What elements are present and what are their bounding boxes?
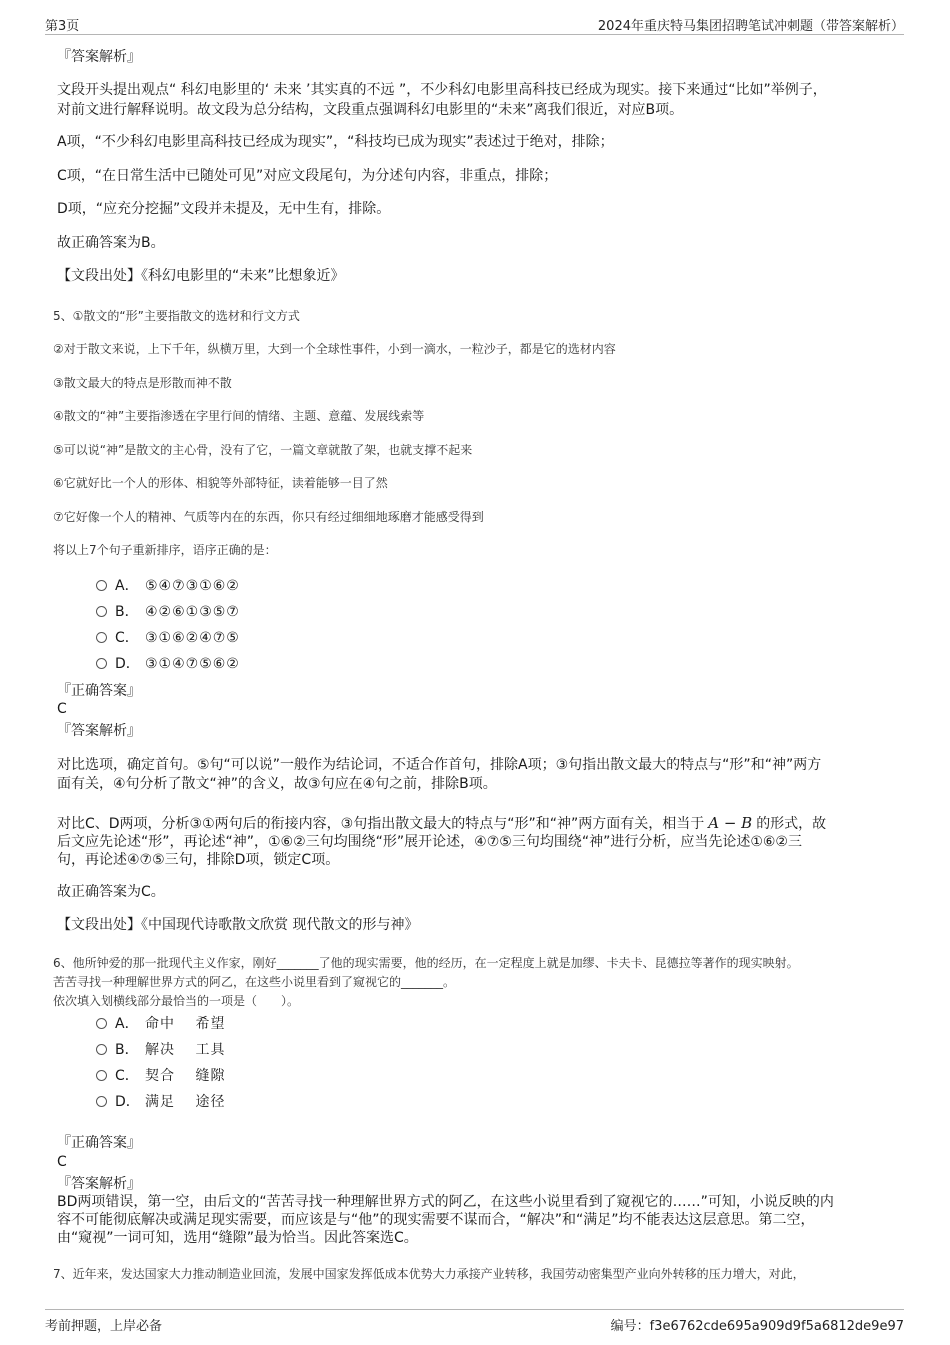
question-text: 6、他所钟爱的那一批现代主义作家，刚好_______了他的现实需要，他的经历，在一定程度上就是加缪、卡夫卡、昆德拉等著作的现实映射。	[53, 956, 799, 970]
question-sentence: ②对于散文来说，上下千年，纵横万里，大到一个全球性事件，小到一滴水，一粒沙子，都是它的选材内容	[53, 342, 616, 356]
document-id: 编号：f3e6762cde695a909d9f5a6812de9e97	[610, 1319, 904, 1334]
source-text: 【文段出处】《科幻电影里的“未来”比想象近》	[57, 268, 345, 284]
footer-slogan: 考前押题，上岸必备	[45, 1319, 163, 1334]
question-prompt: 依次填入划横线部分最恰当的一项是（ ）。	[53, 994, 300, 1008]
conclusion-text: 故正确答案为C。	[57, 884, 165, 900]
radio-icon[interactable]	[96, 1096, 107, 1107]
radio-icon[interactable]	[96, 658, 107, 669]
analysis-text: BD两项错误，第一空，由后文的“苦苦寻找一种理解世界方式的阿乙，在这些小说里看到了窥视它的……”可知，小说反映的内	[57, 1194, 834, 1210]
option-c[interactable]: C． ③①⑥②④⑦⑤	[96, 628, 240, 648]
source-text: 【文段出处】《中国现代诗歌散文欣赏 现代散文的形与神》	[57, 917, 419, 933]
question-sentence: ⑥它就好比一个人的形体、相貌等外部特征，读着能够一目了然	[53, 476, 388, 490]
page-number: 第3页	[45, 19, 80, 34]
option-c[interactable]: C． 契合 缝隙	[96, 1066, 225, 1086]
analysis-text: 对比C、D两项，分析③①两句后的衔接内容，③句指出散文最大的特点与“形”和“神”两方面有关，相当于 A − B 的形式，故	[57, 814, 827, 832]
radio-icon[interactable]	[96, 580, 107, 591]
analysis-text: A项，“不少科幻电影里高科技已经成为现实”，“科技均已成为现实”表述过于绝对，排除；	[57, 134, 614, 150]
question-text: 7、近年来，发达国家大力推动制造业回流，发展中国家发挥低成本优势大力承接产业转移，我国劳动密集型产业向外转移的压力增大，对此，	[53, 1267, 805, 1281]
analysis-text: 面有关，④句分析了散文“神”的含义，故③句应在④句之前，排除B项。	[57, 776, 497, 792]
question-prompt: 将以上7个句子重新排序，语序正确的是：	[53, 543, 277, 557]
analysis-label: 『答案解析』	[57, 1176, 141, 1192]
question-text: 苦苦寻找一种理解世界方式的阿乙，在这些小说里看到了窥视它的_______。	[53, 975, 456, 989]
analysis-text: 后文应先论述“形”，再论述“神”，①⑥②三句均围绕“形”展开论述，④⑦⑤三句均围绕“神”进行分析，应当先论述①⑥②三	[57, 834, 802, 850]
radio-icon[interactable]	[96, 606, 107, 617]
analysis-label: 『答案解析』	[57, 723, 141, 739]
question-sentence: ③散文最大的特点是形散而神不散	[53, 376, 232, 390]
conclusion-text: 故正确答案为B。	[57, 235, 165, 251]
correct-answer: C	[57, 1154, 67, 1170]
question-sentence: ⑤可以说“神”是散文的主心骨，没有了它，一篇文章就散了架，也就支撑不起来	[53, 443, 473, 457]
correct-answer: C	[57, 701, 67, 717]
analysis-text: D项，“应充分挖掘”文段并未提及，无中生有，排除。	[57, 201, 391, 217]
option-d[interactable]: D． 满足 途径	[96, 1092, 225, 1112]
correct-answer-label: 『正确答案』	[57, 1135, 141, 1151]
question-sentence: ④散文的“神”主要指渗透在字里行间的情绪、主题、意蕴、发展线索等	[53, 409, 425, 423]
radio-icon[interactable]	[96, 1018, 107, 1029]
radio-icon[interactable]	[96, 1044, 107, 1055]
question-sentence: 5、①散文的“形”主要指散文的选材和行文方式	[53, 309, 300, 323]
option-d[interactable]: D． ③①④⑦⑤⑥②	[96, 654, 240, 674]
radio-icon[interactable]	[96, 1070, 107, 1081]
radio-icon[interactable]	[96, 632, 107, 643]
document-title: 2024年重庆特马集团招聘笔试冲刺题（带答案解析）	[597, 19, 904, 34]
analysis-text: 对前文进行解释说明。故文段为总分结构，文段重点强调科幻电影里的“未来”离我们很近，对应B项。	[57, 102, 684, 118]
math-formula: A − B	[708, 814, 753, 832]
option-b[interactable]: B． 解决 工具	[96, 1040, 225, 1060]
correct-answer-label: 『正确答案』	[57, 683, 141, 699]
analysis-text: 对比选项，确定首句。⑤句“可以说”一般作为结论词，不适合作首句，排除A项；③句指出散文最大的特点与“形”和“神”两方	[57, 757, 822, 773]
analysis-text: C项，“在日常生活中已随处可见”对应文段尾句，为分述句内容，非重点，排除；	[57, 168, 558, 184]
option-a[interactable]: A． ⑤④⑦③①⑥②	[96, 576, 240, 596]
analysis-label: 『答案解析』	[57, 49, 141, 65]
page-footer	[45, 1309, 904, 1334]
analysis-text: 容不可能彻底解决或满足现实需要，而应该是与“他”的现实需要不谋而合，“解决”和“满足”均不能表达这层意思。第二空，	[57, 1212, 815, 1228]
analysis-text: 由“窥视”一词可知，选用“缝隙”最为恰当。因此答案选C。	[57, 1230, 418, 1246]
question-sentence: ⑦它好像一个人的精神、气质等内在的东西，你只有经过细细地琢磨才能感受得到	[53, 510, 484, 524]
analysis-text: 文段开头提出观点“ 科幻电影里的‘ 未来 ’其实真的不远 ”，不少科幻电影里高科技已经成为现实。接下来通过“比如”举例子，	[57, 82, 827, 98]
option-b[interactable]: B． ④②⑥①③⑤⑦	[96, 602, 240, 622]
option-a[interactable]: A． 命中 希望	[96, 1014, 225, 1034]
analysis-text: 句，再论述④⑦⑤三句，排除D项，锁定C项。	[57, 852, 340, 868]
